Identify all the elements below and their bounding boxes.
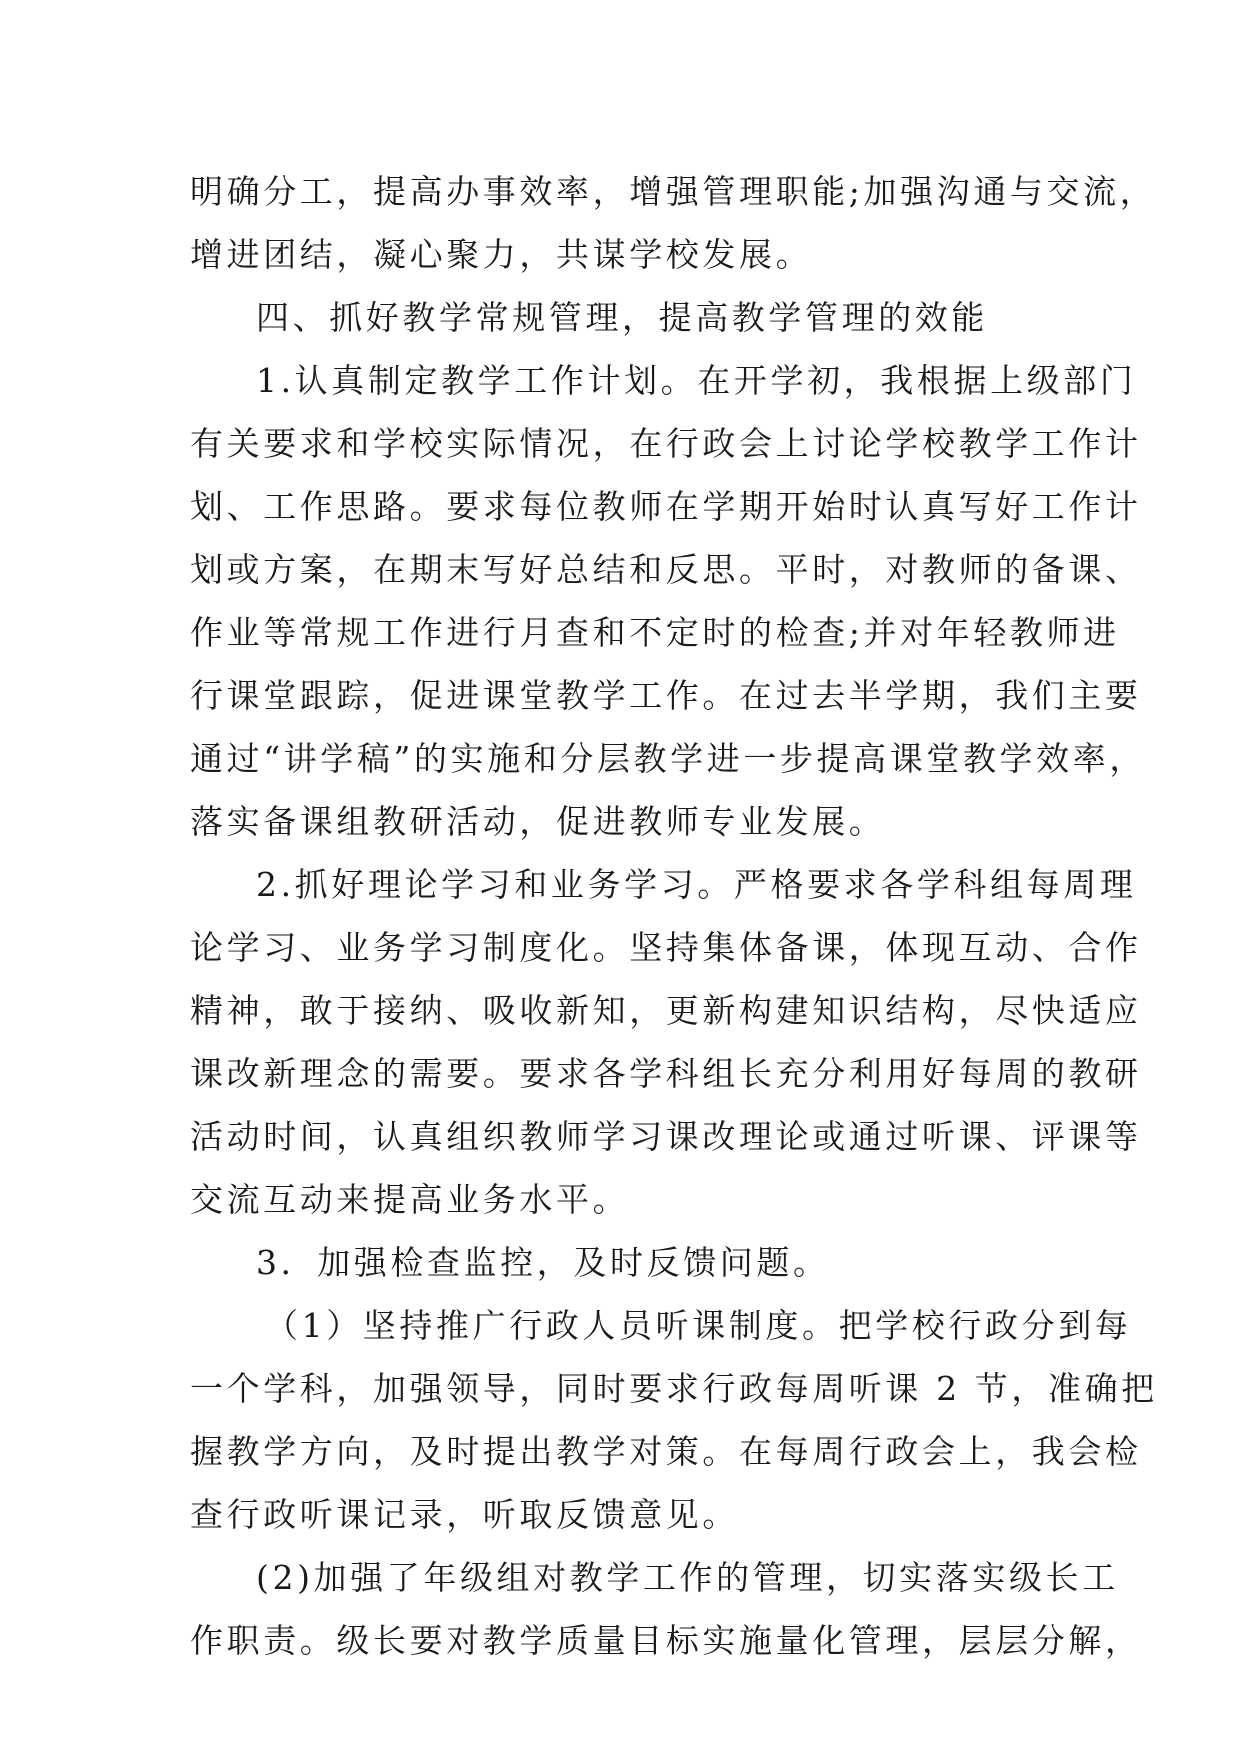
text-line: 2.抓好理论学习和业务学习。严格要求各学科组每周理 bbox=[256, 865, 1137, 904]
text-line: 增进团结，凝心聚力，共谋学校发展。 bbox=[190, 235, 813, 274]
text-line: 划或方案，在期末写好总结和反思。平时，对教师的备课、 bbox=[190, 550, 1142, 589]
text-line: 交流互动来提高业务水平。 bbox=[190, 1180, 630, 1219]
text-line: 明确分工，提高办事效率，增强管理职能;加强沟通与交流， bbox=[190, 172, 1157, 211]
text-line: 通过“讲学稿”的实施和分层教学进一步提高课堂教学效率， bbox=[190, 739, 1146, 778]
text-line: 划、工作思路。要求每位教师在学期开始时认真写好工作计 bbox=[190, 487, 1142, 526]
text-line: (2)加强了年级组对教学工作的管理，切实落实级长工 bbox=[256, 1558, 1119, 1597]
section-heading: 四、抓好教学常规管理，提高教学管理的效能 bbox=[256, 298, 988, 337]
text-line: 作职责。级长要对教学质量目标实施量化管理，层层分解， bbox=[190, 1621, 1142, 1660]
text-line: （1）坚持推广行政人员听课制度。把学校行政分到每 bbox=[265, 1306, 1132, 1345]
text-line: 查行政听课记录，听取反馈意见。 bbox=[190, 1495, 739, 1534]
text-line: 握教学方向，及时提出教学对策。在每周行政会上，我会检 bbox=[190, 1432, 1142, 1471]
text-line: 一个学科，加强领导，同时要求行政每周听课 2 节，准确把 bbox=[190, 1369, 1158, 1408]
text-line: 论学习、业务学习制度化。坚持集体备课，体现互动、合作 bbox=[190, 928, 1142, 967]
text-line: 1.认真制定教学工作计划。在开学初，我根据上级部门 bbox=[256, 361, 1137, 400]
text-line: 精神，敢于接纳、吸收新知，更新构建知识结构，尽快适应 bbox=[190, 991, 1142, 1030]
text-line: 课改新理念的需要。要求各学科组长充分利用好每周的教研 bbox=[190, 1054, 1142, 1093]
text-line: 作业等常规工作进行月查和不定时的检查;并对年轻教师进 bbox=[190, 613, 1120, 652]
text-line: 行课堂跟踪，促进课堂教学工作。在过去半学期，我们主要 bbox=[190, 676, 1142, 715]
section-heading: 3．加强检查监控，及时反馈问题。 bbox=[256, 1243, 830, 1282]
text-line: 有关要求和学校实际情况，在行政会上讨论学校教学工作计 bbox=[190, 424, 1142, 463]
document-page bbox=[190, 160, 1158, 1672]
text-line: 活动时间，认真组织教师学习课改理论或通过听课、评课等 bbox=[190, 1117, 1142, 1156]
text-line: 落实备课组教研活动，促进教师专业发展。 bbox=[190, 802, 886, 841]
